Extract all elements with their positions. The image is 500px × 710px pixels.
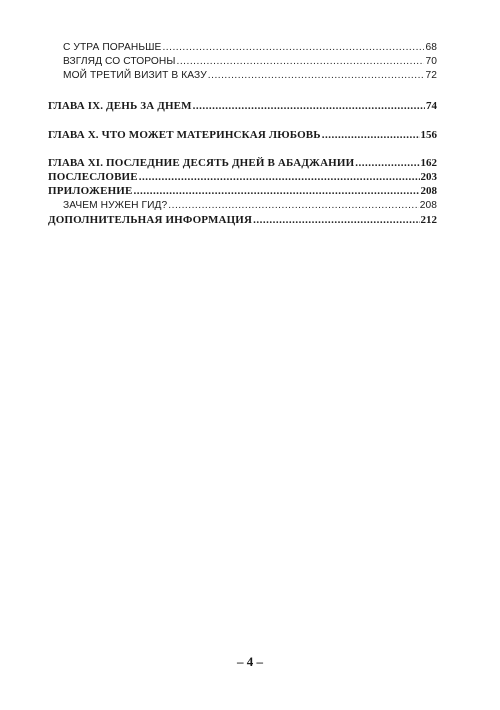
toc-entry-page: 72 [425,70,437,81]
toc-entry-page: 74 [426,100,437,112]
dot-leader [168,201,418,211]
toc-entry-title: ГЛАВА IX. ДЕНЬ ЗА ДНЕМ [48,100,192,112]
toc-entry[interactable] [63,71,437,81]
toc-entry-page: 70 [425,56,437,67]
toc-entry-title: ПРИЛОЖЕНИЕ [48,185,133,197]
toc-entry-title: МОЙ ТРЕТИЙ ВИЗИТ В КАЗУ [63,70,207,81]
toc-entry[interactable] [63,201,437,211]
toc-entry-page: 203 [420,171,437,183]
dot-leader [139,172,420,183]
toc-chapter-entry[interactable] [48,101,437,112]
dot-leader [177,57,425,67]
toc-section-entry[interactable] [48,215,437,226]
dot-leader [193,101,425,112]
toc-entry-page: 162 [420,157,437,169]
toc-entry-page: 208 [420,185,437,197]
toc-entry-title: ДОПОЛНИТЕЛЬНАЯ ИНФОРМАЦИЯ [48,214,253,226]
dot-leader [355,158,419,169]
toc-entry[interactable] [63,57,437,67]
toc-entry-page: 68 [425,42,437,53]
dot-leader [322,130,420,141]
toc-entry-title: ПОСЛЕСЛОВИЕ [48,171,138,183]
toc-section-entry[interactable] [48,186,437,197]
toc-entry-title: С УТРА ПОРАНЬШЕ [63,42,162,53]
dot-leader [162,43,424,53]
toc-entry-title: ЗАЧЕМ НУЖЕН ГИД? [63,200,168,211]
dot-leader [253,215,419,226]
toc-chapter-entry[interactable] [48,130,437,141]
toc-entry-page: 156 [420,129,437,141]
toc-entry-title: ВЗГЛЯД СО СТОРОНЫ [63,56,176,67]
toc-entry-title: ГЛАВА X. ЧТО МОЖЕТ МАТЕРИНСКАЯ ЛЮБОВЬ [48,129,321,141]
dot-leader [208,71,425,81]
toc-chapter-entry[interactable] [48,158,437,169]
toc-entry[interactable] [63,43,437,53]
toc-entry-page: 212 [420,214,437,226]
toc-section-entry[interactable] [48,172,437,183]
toc-entry-page: 208 [419,200,437,211]
dot-leader [133,186,419,197]
page-number: – 4 – [237,654,263,669]
toc-entry-title: ГЛАВА XI. ПОСЛЕДНИЕ ДЕСЯТЬ ДНЕЙ В АБАДЖАНИИ [48,157,355,169]
